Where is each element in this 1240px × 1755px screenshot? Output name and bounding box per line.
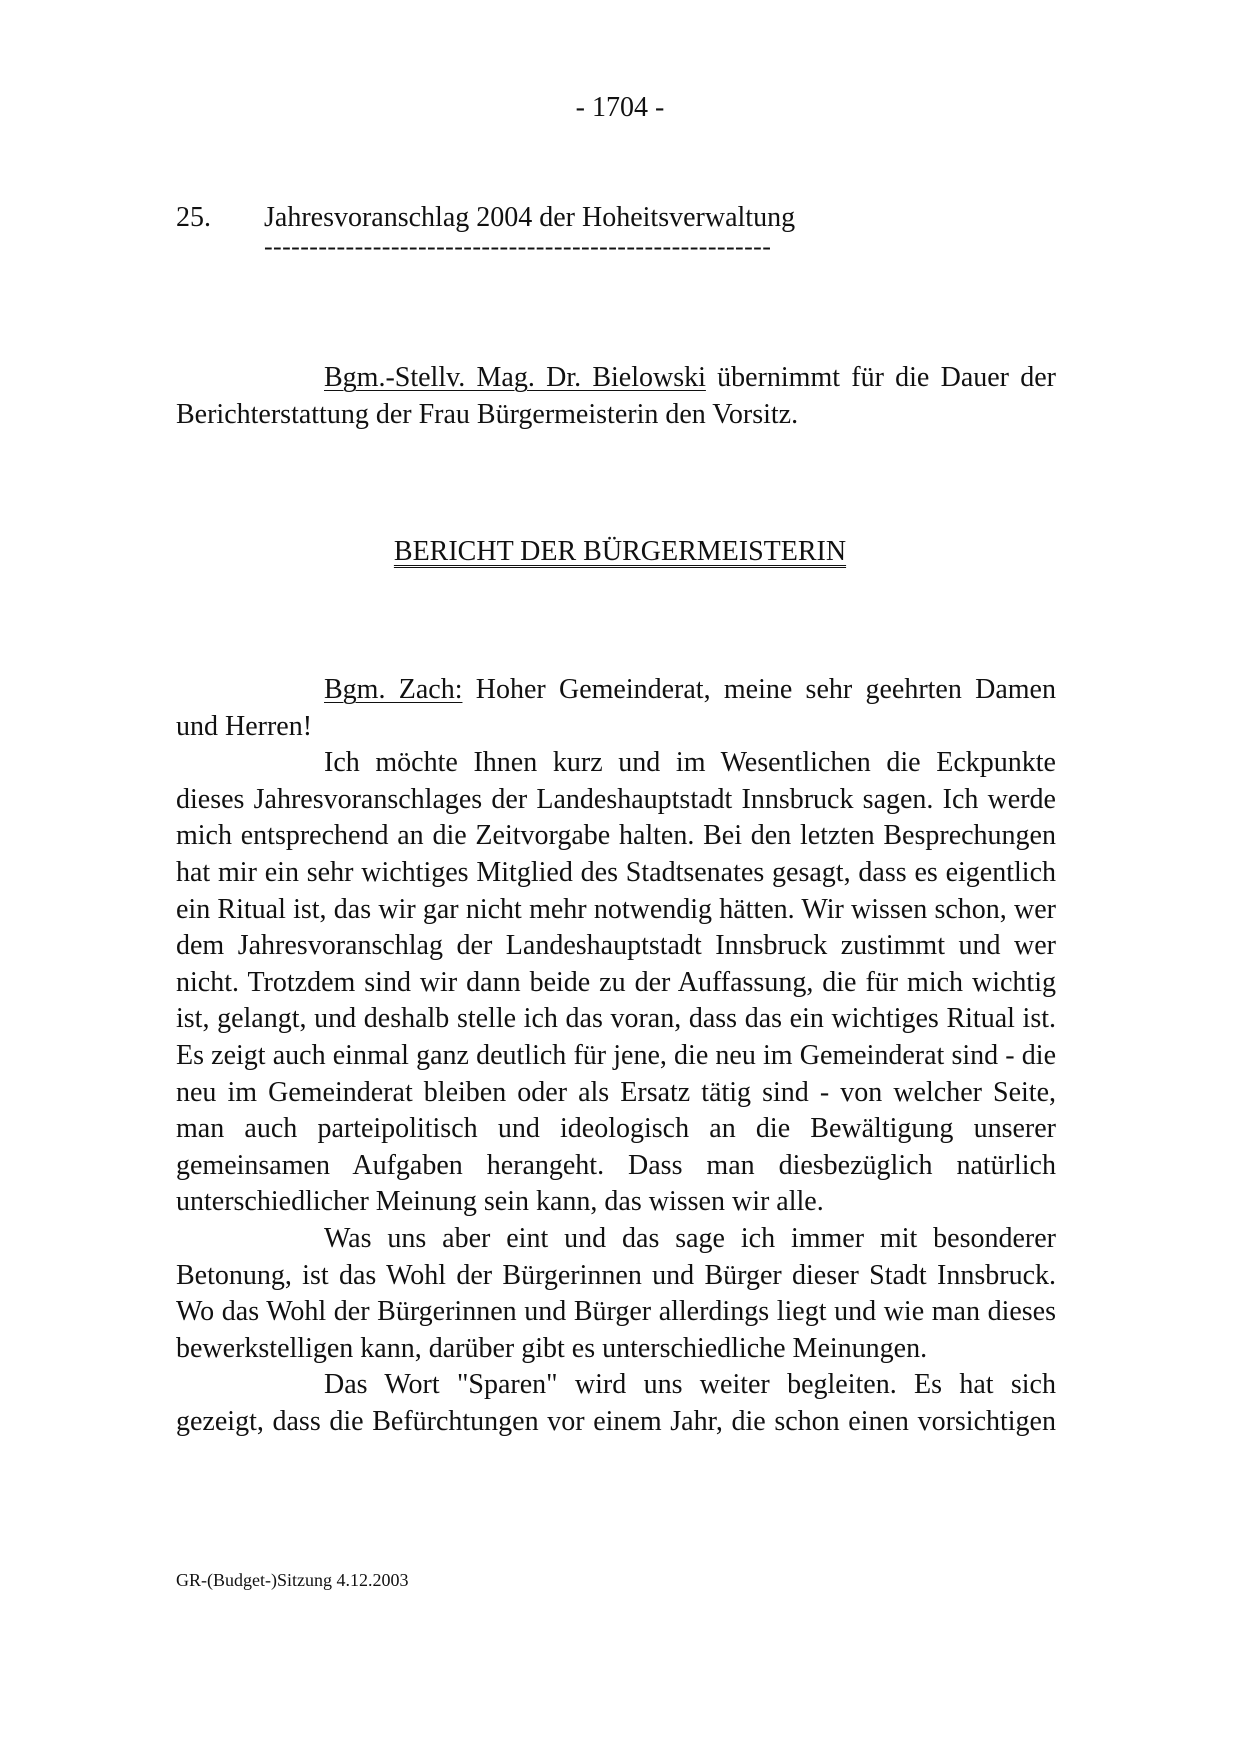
- agenda-dashed-rule: --------------------------------------------------------: [264, 232, 772, 261]
- chair-note: [176, 360, 1056, 433]
- page-footer: GR-(Budget-)Sitzung 4.12.2003: [176, 1570, 409, 1590]
- chair-note-text: übernimmt für die Dauer der Berichterstattung der Frau Bürgermeisterin den Vorsitz.: [176, 362, 1056, 430]
- section-heading-text: BERICHT DER BÜRGERMEISTERIN: [393, 536, 847, 567]
- speech-opening-text: Hoher Gemeinderat, meine sehr geehrten Damen und Herren!: [176, 674, 1056, 742]
- speech-paragraph: Was uns aber eint und das sage ich immer mit besonderer Betonung, ist das Wohl der Bürgerinnen und Bürger dieser Stadt Innsbruck. Wo das Wohl der Bürgerinnen und Bürger allerdings liegt und wie man dieses bewerkstelligen kann, darüber gibt es unterschiedliche Meinungen.: [176, 1222, 1056, 1364]
- agenda-title: Jahresvoranschlag 2004 der Hoheitsverwaltung: [264, 202, 796, 233]
- speech-paragraph: Das Wort "Sparen" wird uns weiter begleiten. Es hat sich gezeigt, dass die Befürchtungen vor einem Jahr, die schon einen vorsichtigen: [176, 1369, 1056, 1437]
- chair-speaker: Bgm.-Stellv. Mag. Dr. Bielowski: [324, 362, 706, 393]
- agenda-number: 25.: [176, 202, 211, 233]
- speech-speaker: Bgm. Zach:: [324, 674, 463, 705]
- page-number: - 1704 -: [575, 92, 665, 123]
- section-heading: [0, 536, 1240, 568]
- speech: [176, 672, 1056, 1440]
- speech-paragraph: Ich möchte Ihnen kurz und im Wesentlichen die Eckpunkte dieses Jahresvoranschlages der Landeshauptstadt Innsbruck sagen. Ich werde mich entsprechend an die Zeitvorgabe halten. Bei den letzten Besprechungen hat mir ein sehr wichtiges Mitglied des Stadtsenates gesagt, dass es eigentlich ein Ritual ist, das wir gar nicht mehr notwendig hätten. Wir wissen schon, wer dem Jahresvoranschlag der Landeshauptstadt Innsbruck zustimmt und wer nicht. Trotzdem sind wir dann beide zu der Auffassung, die für mich wichtig ist, gelangt, und deshalb stelle ich das voran, dass das ein wichtiges Ritual ist. Es zeigt auch einmal ganz deutlich für jene, die neu im Gemeinderat sind - die neu im Gemeinderat bleiben oder als Ersatz tätig sind - von welcher Seite, man auch parteipolitisch und ideologisch an die Bewältigung unserer gemeinsamen Aufgaben herangeht. Dass man diesbezüglich natürlich unterschiedlicher Meinung sein kann, das wissen wir alle.: [176, 747, 1056, 1218]
- agenda-item: [176, 200, 795, 236]
- chair-note-paragraph: [176, 360, 1056, 433]
- speech-opening-paragraph: [176, 672, 1056, 745]
